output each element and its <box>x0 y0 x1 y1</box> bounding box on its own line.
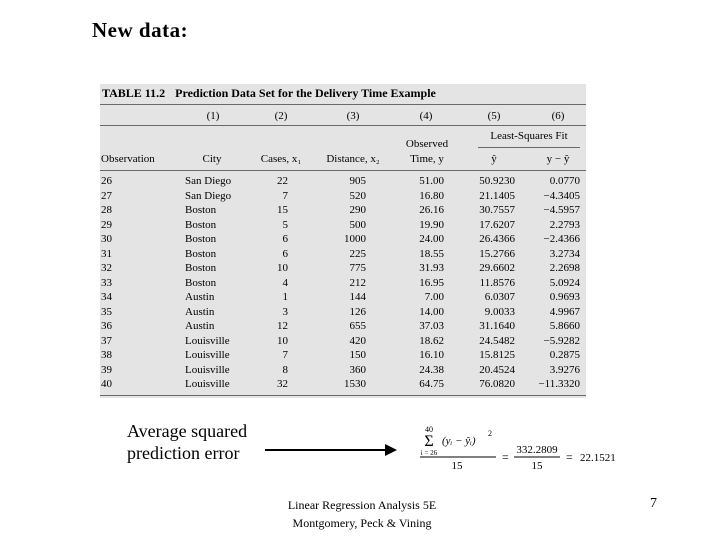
cell-time: 26.16 <box>419 204 444 216</box>
cases-header: Cases, x₁ <box>260 153 302 165</box>
cell-observation: 40 <box>101 378 112 390</box>
cell-observation: 34 <box>101 291 112 303</box>
cell-residual: 0.9693 <box>549 291 580 303</box>
cell-observation: 28 <box>101 204 112 216</box>
column-number-2: (2) <box>274 110 288 122</box>
cell-observation: 26 <box>101 175 112 187</box>
cell-residual: −5.9282 <box>543 334 580 347</box>
cell-observation: 37 <box>101 334 112 347</box>
cell-time: 37.03 <box>419 320 444 332</box>
cell-residual: 3.2734 <box>549 247 580 260</box>
cell-city: Boston <box>185 262 217 274</box>
cell-y-hat: 11.8576 <box>479 276 515 289</box>
arrow-line <box>265 449 387 451</box>
cell-residual: −4.5957 <box>543 204 580 216</box>
cell-time: 7.00 <box>424 291 444 303</box>
cell-cases: 3 <box>282 305 288 318</box>
cell-cases: 7 <box>282 189 288 202</box>
cell-distance: 655 <box>349 320 366 332</box>
cell-distance: 420 <box>349 334 366 347</box>
cell-y-hat: 50.9230 <box>479 175 515 187</box>
table-caption-text: Prediction Data Set for the Delivery Time Example <box>175 86 436 100</box>
cell-observation: 32 <box>101 262 112 274</box>
cell-city: Boston <box>185 247 217 260</box>
cell-city: Boston <box>185 233 217 245</box>
average-squared-prediction-error-label <box>127 420 247 464</box>
left-denominator: 15 <box>451 460 463 472</box>
cell-cases: 22 <box>277 175 288 187</box>
y-hat-header: ŷ <box>491 153 497 165</box>
cell-distance: 126 <box>349 305 366 318</box>
time-header: Time, y <box>410 153 444 165</box>
cell-y-hat: 6.0307 <box>484 291 515 303</box>
cell-city: Boston <box>185 276 217 289</box>
cell-distance: 1530 <box>344 378 366 390</box>
cell-distance: 212 <box>349 276 366 289</box>
cell-residual: 2.2793 <box>549 218 580 231</box>
cell-y-hat: 17.6207 <box>479 218 515 231</box>
cell-residual: 4.9967 <box>549 305 580 318</box>
cell-distance: 360 <box>349 363 366 376</box>
cell-distance: 905 <box>349 175 366 187</box>
cell-residual: 2.2698 <box>549 262 580 274</box>
cell-cases: 12 <box>277 320 288 332</box>
label-line-1: Average squared <box>127 421 248 441</box>
cell-time: 18.55 <box>419 247 444 260</box>
cell-y-hat: 15.8125 <box>479 349 515 361</box>
cell-observation: 36 <box>101 320 112 332</box>
summand: (yᵢ − ŷᵢ) <box>442 435 476 447</box>
cell-cases: 32 <box>277 378 288 390</box>
column-number-3: (3) <box>346 110 360 122</box>
cell-city: Louisville <box>185 334 230 347</box>
cell-y-hat: 21.1405 <box>479 189 515 202</box>
cell-distance: 150 <box>349 349 366 361</box>
table-caption <box>102 86 436 101</box>
cell-city: Austin <box>185 291 215 303</box>
cell-city: Austin <box>185 305 215 318</box>
cell-distance: 290 <box>349 204 366 216</box>
cell-time: 51.00 <box>419 175 444 187</box>
slide-title: New data: <box>92 18 189 42</box>
cell-city: San Diego <box>185 175 232 187</box>
cell-time: 16.95 <box>419 276 444 289</box>
footer-line-1: Linear Regression Analysis 5E <box>287 498 437 512</box>
cell-y-hat: 30.7557 <box>479 204 515 216</box>
cell-time: 24.00 <box>419 233 444 245</box>
cell-residual: −2.4366 <box>543 233 580 245</box>
least-squares-underline <box>478 147 580 148</box>
cell-observation: 30 <box>101 233 112 245</box>
sum-upper-limit: 40 <box>425 425 433 434</box>
column-number-6: (6) <box>551 110 565 122</box>
city-header: City <box>202 153 222 165</box>
cell-y-hat: 9.0033 <box>484 305 515 318</box>
cell-y-hat: 76.0820 <box>479 378 515 390</box>
formula-result: 22.1521 <box>580 452 616 464</box>
cell-time: 14.00 <box>419 305 444 318</box>
column-number-5: (5) <box>487 110 501 122</box>
cell-cases: 1 <box>282 291 288 303</box>
cell-distance: 520 <box>349 189 366 202</box>
cell-y-hat: 24.5482 <box>479 334 515 347</box>
cell-residual: −11.3320 <box>538 378 580 390</box>
cell-cases: 6 <box>282 247 288 260</box>
page-number: 7 <box>650 496 657 511</box>
column-number-rule <box>100 125 586 126</box>
table-caption-number: TABLE 11.2 <box>102 86 166 100</box>
cell-cases: 10 <box>277 262 288 274</box>
summand-exponent: 2 <box>488 429 492 438</box>
cell-city: San Diego <box>185 189 232 202</box>
cell-city: Louisville <box>185 349 230 361</box>
distance-header: Distance, x₂ <box>326 153 380 165</box>
cell-cases: 7 <box>282 349 288 361</box>
cell-distance: 775 <box>349 262 366 274</box>
average-squared-error-formula <box>418 415 658 475</box>
cell-cases: 10 <box>277 334 288 347</box>
least-squares-fit-header: Least-Squares Fit <box>490 130 568 142</box>
observation-header: Observation <box>101 153 155 165</box>
table-top-rule <box>100 104 586 105</box>
cell-y-hat: 26.4366 <box>479 233 515 245</box>
cell-city: Boston <box>185 204 217 216</box>
cell-residual: 0.2875 <box>549 349 580 361</box>
header-rule <box>100 170 586 171</box>
cell-cases: 5 <box>282 218 288 231</box>
cell-city: Austin <box>185 320 215 332</box>
cell-observation: 29 <box>101 218 112 231</box>
cell-residual: 0.0770 <box>549 175 580 187</box>
sum-lower-limit: i = 26 <box>420 449 438 457</box>
middle-denominator: 15 <box>531 460 543 472</box>
cell-residual: 3.9276 <box>549 363 580 376</box>
cell-observation: 31 <box>101 247 112 260</box>
cell-cases: 8 <box>282 363 288 376</box>
cell-distance: 144 <box>349 291 366 303</box>
cell-city: Louisville <box>185 378 230 390</box>
cell-city: Boston <box>185 218 217 231</box>
cell-observation: 39 <box>101 363 112 376</box>
prediction-data-table <box>100 84 586 398</box>
observed-header: Observed <box>405 138 449 150</box>
cell-observation: 35 <box>101 305 112 318</box>
column-number-1: (1) <box>206 110 220 122</box>
cell-observation: 38 <box>101 349 112 361</box>
cell-time: 64.75 <box>419 378 444 390</box>
sigma-symbol: Σ <box>424 433 434 450</box>
label-line-2: prediction error <box>127 443 240 463</box>
cell-y-hat: 29.6602 <box>479 262 515 274</box>
cell-time: 31.93 <box>419 262 444 274</box>
cell-time: 19.90 <box>419 218 444 231</box>
equals-sign-1: = <box>502 450 509 464</box>
cell-time: 24.38 <box>419 363 444 376</box>
cell-observation: 33 <box>101 276 112 289</box>
arrow-head-icon <box>385 444 397 456</box>
cell-cases: 6 <box>282 233 288 245</box>
cell-residual: 5.8660 <box>549 320 580 332</box>
cell-y-hat: 31.1640 <box>479 320 515 332</box>
cell-residual: 5.0924 <box>549 276 580 289</box>
cell-residual: −4.3405 <box>543 189 580 202</box>
column-number-4: (4) <box>419 110 433 122</box>
residual-header: y − ŷ <box>546 153 570 165</box>
cell-city: Louisville <box>185 363 230 376</box>
cell-time: 18.62 <box>419 334 444 347</box>
table-bottom-rule <box>100 395 586 396</box>
footer-citation <box>262 496 462 532</box>
cell-cases: 4 <box>282 276 288 289</box>
middle-numerator: 332.2809 <box>516 444 558 456</box>
cell-y-hat: 20.4524 <box>479 363 515 376</box>
equals-sign-2: = <box>566 450 573 464</box>
cell-distance: 1000 <box>344 233 366 245</box>
cell-cases: 15 <box>277 204 288 216</box>
cell-time: 16.10 <box>419 349 444 361</box>
footer-line-2: Montgomery, Peck & Vining <box>292 516 432 530</box>
cell-observation: 27 <box>101 189 112 202</box>
cell-y-hat: 15.2766 <box>479 247 515 260</box>
cell-distance: 500 <box>349 218 366 231</box>
cell-distance: 225 <box>349 247 366 260</box>
cell-time: 16.80 <box>419 189 444 202</box>
